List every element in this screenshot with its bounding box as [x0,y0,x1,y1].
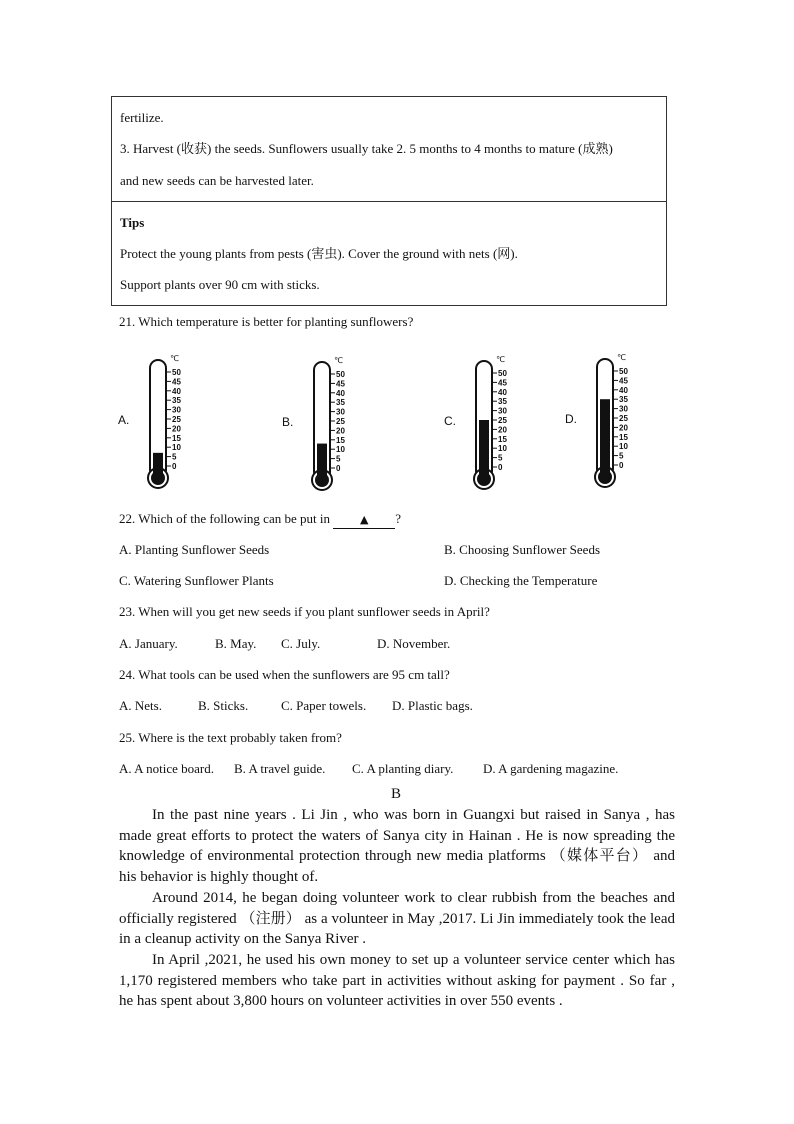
mercury-column [317,444,327,480]
tips-heading: Tips [120,215,145,230]
scale-label: 30 [498,406,507,416]
scale-label: 0 [172,462,177,471]
scale-label: 45 [336,379,345,389]
scale-label: 5 [619,451,624,461]
thermometer-option-letter: B. [282,415,294,429]
mercury-column [600,399,610,477]
scale-label: 35 [498,397,507,407]
scale-label: 10 [336,445,345,455]
tips-line-sticks: Support plants over 90 cm with sticks. [120,277,320,292]
scale-label: 5 [172,452,177,462]
q24-option-c: C. Paper towels. [281,698,367,713]
thermometer-icon [304,356,374,496]
scale-label: 40 [172,386,181,396]
q22-option-b: B. Choosing Sunflower Seeds [444,542,600,557]
scale-label: 0 [619,461,624,470]
scale-label: 0 [498,463,503,472]
tips-box [111,201,667,306]
q22-option-c: C. Watering Sunflower Plants [119,573,274,588]
scale-label: 20 [619,423,628,433]
scale-label: 25 [172,415,181,424]
scale-label: 40 [619,385,628,395]
box-line-harvest: 3. Harvest (收获) the seeds. Sunflowers usually take 2. 5 months to 4 months to mature (成熟) [120,141,613,156]
q25-option-b: B. A travel guide. [234,761,326,776]
thermometer-icon [587,353,657,493]
scale-label: 15 [498,434,507,444]
thermometer-option-letter: D. [565,412,577,426]
q24-option-a: A. Nets. [119,698,162,713]
scale-label: 25 [336,417,345,426]
question-22-text: 22. Which of the following can be put in [119,511,330,526]
celsius-unit-label: ℃ [617,353,626,362]
scale-label: 35 [619,395,628,405]
q25-option-a: A. A notice board. [119,761,214,776]
scale-label: 10 [498,444,507,454]
q22-option-d: D. Checking the Temperature [444,573,598,588]
scale-label: 15 [619,432,628,442]
scale-label: 0 [336,464,341,473]
mercury-column [479,420,489,479]
q25-option-c: C. A planting diary. [352,761,454,776]
q23-option-c: C. July. [281,636,321,651]
question-22 [119,511,401,529]
answer-blank [333,511,395,529]
thermometer-icon [466,355,536,495]
scale-label: 15 [172,433,181,443]
scale-label: 35 [336,398,345,408]
q25-option-d: D. A gardening magazine. [483,761,619,776]
question-21: 21. Which temperature is better for planting sunflowers? [119,314,414,329]
thermometer-option-letter: A. [118,413,130,427]
triangle-marker-icon: ▲ [359,513,369,526]
question-23: 23. When will you get new seeds if you plant sunflower seeds in April? [119,604,490,619]
question-22-mark: ? [395,511,401,526]
scale-label: 35 [172,396,181,406]
q23-option-d: D. November. [377,636,451,651]
question-24: 24. What tools can be used when the sunflowers are 95 cm tall? [119,667,450,682]
mercury-column [153,453,163,478]
scale-label: 40 [336,388,345,398]
section-b-passage [119,805,675,1012]
q23-option-b: B. May. [215,636,257,651]
passage-paragraph-2: Around 2014, he began doing volunteer work to clear rubbish from the beaches and officially registered （注册） as a volunteer in May ,2017. Li Jin immediately took the lead in a cleanup activity on the Sanya River . [119,889,675,948]
celsius-unit-label: ℃ [496,355,505,364]
scale-label: 50 [336,370,345,379]
thermometer-icon [140,354,210,494]
box-line-new-seeds: and new seeds can be harvested later. [120,173,314,188]
scale-label: 5 [498,453,503,463]
scale-label: 45 [498,378,507,388]
passage-paragraph-1: In the past nine years . Li Jin , who was born in Guangxi but raised in Sanya , has made great efforts to protect the waters of Sanya city in Hainan . He is now spreading the knowledge of environmental protection through new media platforms （媒体平台） and his behavior is highly thought of. [119,807,675,886]
q22-option-a: A. Planting Sunflower Seeds [119,542,270,557]
scale-label: 40 [498,387,507,397]
celsius-unit-label: ℃ [170,354,179,363]
scale-label: 45 [172,377,181,387]
scale-label: 10 [619,442,628,452]
instructions-box-continued [111,96,667,202]
scale-label: 10 [172,443,181,453]
scale-label: 50 [498,369,507,378]
question-25: 25. Where is the text probably taken from? [119,730,342,745]
scale-label: 45 [619,376,628,386]
box-line-fertilize: fertilize. [120,110,164,125]
scale-label: 25 [619,414,628,423]
scale-label: 50 [172,368,181,377]
scale-label: 25 [498,416,507,425]
scale-label: 15 [336,435,345,445]
scale-label: 20 [172,424,181,434]
scale-label: 30 [172,405,181,415]
celsius-unit-label: ℃ [334,356,343,365]
passage-paragraph-3: In April ,2021, he used his own money to set up a volunteer service center which has 1,170 registered members who take part in activities without asking for payment . So far , he has spent about 3,800 hours on volunteer activities in over 550 events . [119,951,675,1010]
scale-label: 5 [336,454,341,464]
scale-label: 20 [498,425,507,435]
q24-option-d: D. Plastic bags. [392,698,473,713]
q23-option-a: A. January. [119,636,178,651]
thermometer-option-letter: C. [444,414,456,428]
section-b-title: B [391,786,402,802]
scale-label: 50 [619,367,628,376]
scale-label: 20 [336,426,345,436]
tips-line-pests: Protect the young plants from pests (害虫). Cover the ground with nets (网). [120,246,518,261]
scale-label: 30 [336,407,345,417]
q24-option-b: B. Sticks. [198,698,249,713]
scale-label: 30 [619,404,628,414]
